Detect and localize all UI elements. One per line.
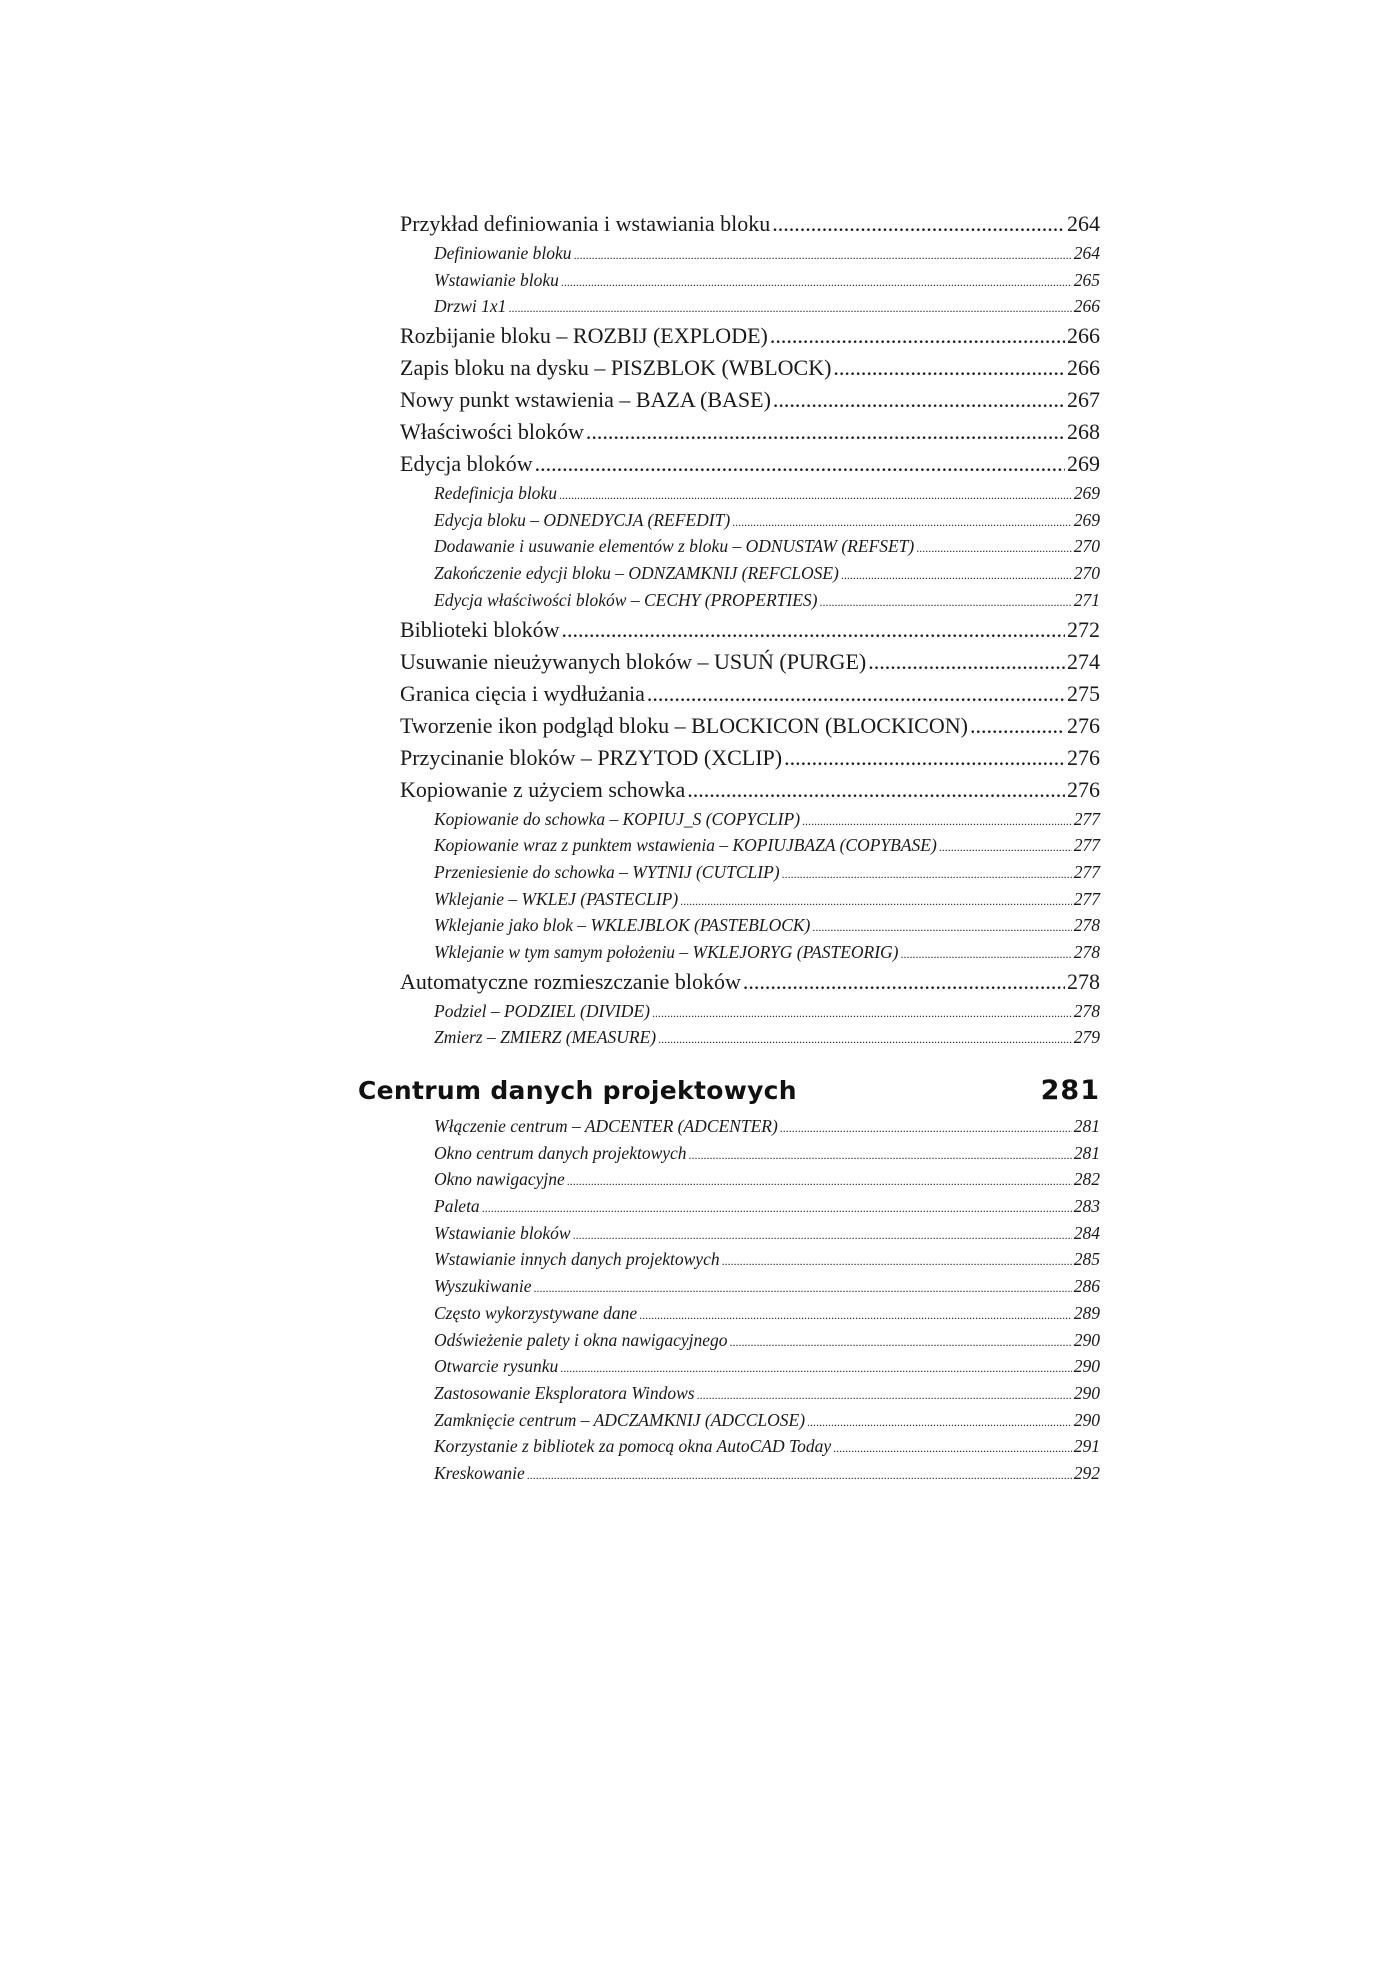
toc-entry-title: Wyszukiwanie (434, 1276, 532, 1297)
toc-entry-page-number: 269 (1073, 509, 1100, 530)
toc-entry-page-number: 269 (1067, 451, 1100, 477)
dot-leader (482, 1195, 1072, 1222)
toc-entry-title: Definiowanie bloku (434, 243, 572, 263)
toc-subentry (400, 1300, 1100, 1327)
toc-entry-title: Podziel – PODZIEL (DIVIDE) (434, 1000, 650, 1021)
dot-leader (743, 966, 1065, 998)
toc-subentry (400, 806, 1100, 833)
toc-entry-title: Redefinicja bloku (434, 483, 557, 504)
dot-leader (833, 1435, 1072, 1462)
dot-leader (527, 1462, 1072, 1489)
dot-leader (561, 269, 1072, 296)
toc-entry-page-number: 270 (1073, 536, 1100, 557)
toc-subentry (400, 533, 1100, 560)
toc-entry (400, 614, 1100, 646)
toc-subentry (400, 912, 1100, 939)
toc-section (400, 1113, 1100, 1487)
toc-entry-title: Usuwanie nieużywanych bloków – USUŃ (PURGE) (400, 648, 867, 674)
toc-entry-title: Wklejanie jako blok – WKLEJBLOK (PASTEBLOCK) (434, 915, 811, 936)
toc-entry-title: Przycinanie bloków – PRZYTOD (XCLIP) (400, 744, 783, 770)
toc-entry-title: Drzwi 1x1 (434, 296, 507, 317)
dot-leader (730, 1329, 1072, 1356)
toc-entry-title: Rozbijanie bloku – ROZBIJ (EXPLODE) (400, 323, 768, 349)
toc-subentry (400, 1193, 1100, 1220)
toc-entry-page-number: 286 (1073, 1276, 1100, 1297)
dot-leader (970, 710, 1065, 742)
toc-entry-title: Kopiowanie wraz z punktem wstawienia – KOPIUJBAZA (COPYBASE) (434, 835, 937, 856)
dot-leader (782, 861, 1072, 888)
toc-subentry (400, 1140, 1100, 1167)
dot-leader (562, 614, 1066, 646)
dot-leader (573, 1222, 1072, 1249)
toc-entry-page-number: 292 (1073, 1462, 1100, 1483)
toc-entry-page-number: 281 (1073, 1142, 1100, 1163)
toc-entry-title: Edycja bloków (400, 451, 533, 477)
toc-entry (400, 208, 1100, 240)
toc-entry-page-number: 279 (1073, 1027, 1100, 1048)
toc-subentry (400, 1460, 1100, 1487)
dot-leader (508, 295, 1071, 322)
toc-entry-title: Okno centrum danych projektowych (434, 1142, 687, 1163)
dot-leader (687, 774, 1065, 806)
toc-subentry (400, 859, 1100, 886)
dot-leader (916, 535, 1072, 562)
toc-subentry (400, 939, 1100, 966)
toc-entry-title: Biblioteki bloków (400, 616, 560, 642)
toc-entry (400, 742, 1100, 774)
dot-leader (574, 242, 1072, 269)
toc-entry-title: Edycja bloku – ODNEDYCJA (REFEDIT) (434, 509, 731, 530)
toc-entry-title: Wstawianie innych danych projektowych (434, 1249, 720, 1270)
toc-entry-title: Kreskowanie (434, 1462, 525, 1483)
dot-leader (770, 320, 1065, 352)
dot-leader (639, 1302, 1072, 1329)
toc-subentry (400, 1166, 1100, 1193)
toc-entry-page-number: 265 (1073, 269, 1100, 290)
dot-leader (586, 416, 1065, 448)
toc-entry-title: Przykład definiowania i wstawiania bloku (400, 211, 771, 236)
dot-leader (567, 1168, 1072, 1195)
toc-subentry (400, 1327, 1100, 1354)
toc-subentry (400, 507, 1100, 534)
toc-entry-page-number: 278 (1073, 1000, 1100, 1021)
toc-subentry (400, 1024, 1100, 1051)
toc-entry-title: Wklejanie – WKLEJ (PASTECLIP) (434, 888, 679, 909)
toc-entry-page-number: 267 (1067, 387, 1100, 413)
toc-entry-page-number: 268 (1067, 419, 1100, 445)
toc-entry (400, 646, 1100, 678)
dot-leader (780, 1115, 1072, 1142)
toc-subentry (400, 1433, 1100, 1460)
toc-entry-page-number: 285 (1073, 1249, 1100, 1270)
toc-entry-page-number: 269 (1073, 483, 1100, 504)
toc-entry-title: Włączenie centrum – ADCENTER (ADCENTER) (434, 1116, 778, 1136)
toc-entry-page-number: 266 (1067, 355, 1100, 381)
toc-entry-page-number: 274 (1067, 648, 1100, 674)
chapter-page-number: 281 (1040, 1075, 1100, 1106)
dot-leader (658, 1026, 1072, 1053)
toc-entry-page-number: 276 (1067, 712, 1100, 738)
toc-entry-title: Wstawianie bloków (434, 1222, 571, 1243)
dot-leader (807, 1409, 1072, 1436)
dot-leader (559, 482, 1072, 509)
dot-leader (722, 1248, 1072, 1275)
toc-subentry (400, 998, 1100, 1025)
toc-entry-title: Zapis bloku na dysku – PISZBLOK (WBLOCK) (400, 355, 832, 381)
toc-entry-title: Tworzenie ikon podgląd bloku – BLOCKICON (BLOCKICON) (400, 712, 968, 738)
toc-entry-page-number: 290 (1073, 1329, 1100, 1350)
dot-leader (534, 1275, 1072, 1302)
toc-subentry (400, 1407, 1100, 1434)
toc-entry (400, 384, 1100, 416)
dot-leader (772, 208, 1065, 240)
dot-leader (560, 1355, 1071, 1382)
toc-entry-page-number: 290 (1073, 1409, 1100, 1430)
dot-leader (939, 834, 1072, 861)
dot-leader (680, 888, 1072, 915)
toc-entry-title: Granica cięcia i wydłużania (400, 680, 645, 706)
toc-entry (400, 966, 1100, 998)
dot-leader (697, 1382, 1072, 1409)
dot-leader (802, 808, 1072, 835)
toc-entry-page-number: 290 (1073, 1382, 1100, 1403)
toc-entry-page-number: 275 (1067, 680, 1100, 706)
toc-subentry (400, 267, 1100, 294)
dot-leader (732, 509, 1072, 536)
toc-entry-title: Odświeżenie palety i okna nawigacyjnego (434, 1329, 728, 1350)
toc-entry-page-number: 277 (1073, 808, 1100, 829)
dot-leader (647, 678, 1065, 710)
toc-entry-title: Zakończenie edycji bloku – ODNZAMKNIJ (REFCLOSE) (434, 563, 839, 584)
toc-entry-title: Otwarcie rysunku (434, 1356, 559, 1377)
toc-entry-title: Zastosowanie Eksploratora Windows (434, 1382, 695, 1403)
toc-entry-title: Zmierz – ZMIERZ (MEASURE) (434, 1027, 657, 1048)
toc-entry-page-number: 281 (1073, 1116, 1100, 1136)
dot-leader (833, 352, 1065, 384)
toc-entry-title: Wstawianie bloku (434, 269, 559, 290)
toc-entry-page-number: 264 (1073, 243, 1100, 263)
toc-entry-page-number: 277 (1073, 888, 1100, 909)
toc-entry-page-number: 284 (1073, 1222, 1100, 1243)
toc-subentry (400, 1353, 1100, 1380)
toc-subentry (400, 1380, 1100, 1407)
toc-entry-page-number: 264 (1067, 211, 1100, 236)
toc-entry (400, 416, 1100, 448)
toc-entry (400, 710, 1100, 742)
toc-entry-title: Paleta (434, 1196, 480, 1217)
toc-entry-page-number: 278 (1073, 915, 1100, 936)
toc-entry-page-number: 266 (1073, 296, 1100, 317)
toc-entry-title: Właściwości bloków (400, 419, 584, 445)
toc-subentry (400, 1220, 1100, 1247)
toc-entry (400, 774, 1100, 806)
chapter-title: Centrum danych projektowych (358, 1076, 797, 1105)
toc-subentry (400, 1246, 1100, 1273)
toc-entry-title: Dodawanie i usuwanie elementów z bloku – ODNUSTAW (REFSET) (434, 536, 915, 557)
dot-leader (652, 1000, 1072, 1027)
toc-entry-page-number: 276 (1067, 776, 1100, 802)
toc-entry-page-number: 266 (1067, 323, 1100, 349)
dot-leader (820, 589, 1072, 616)
toc-subentry (400, 587, 1100, 614)
toc-entry-page-number: 282 (1073, 1169, 1100, 1190)
toc-entry-page-number: 291 (1073, 1436, 1100, 1457)
toc-entry-page-number: 290 (1073, 1356, 1100, 1377)
toc-entry-title: Nowy punkt wstawienia – BAZA (BASE) (400, 387, 771, 413)
toc-subentry (400, 832, 1100, 859)
dot-leader (773, 384, 1065, 416)
toc-entry-page-number: 271 (1073, 589, 1100, 610)
toc-subentry (400, 1273, 1100, 1300)
toc-entry (400, 448, 1100, 480)
toc-subentry (400, 480, 1100, 507)
toc-subentry (400, 240, 1100, 267)
toc-entry-page-number: 277 (1073, 861, 1100, 882)
toc-subentry (400, 886, 1100, 913)
toc-entry-title: Zamknięcie centrum – ADCZAMKNIJ (ADCCLOSE) (434, 1409, 806, 1430)
chapter-heading (358, 1075, 1100, 1115)
toc-entry-page-number: 278 (1067, 968, 1100, 994)
dot-leader (901, 941, 1072, 968)
dot-leader (689, 1142, 1072, 1169)
toc-entry-page-number: 289 (1073, 1302, 1100, 1323)
toc-entry (400, 678, 1100, 710)
toc-entry-page-number: 272 (1067, 616, 1100, 642)
toc-entry-page-number: 276 (1067, 744, 1100, 770)
toc-entry-title: Przeniesienie do schowka – WYTNIJ (CUTCLIP) (434, 861, 780, 882)
toc-entry-title: Edycja właściwości bloków – CECHY (PROPERTIES) (434, 589, 818, 610)
toc-entry-title: Automatyczne rozmieszczanie bloków (400, 968, 741, 994)
toc-entry-page-number: 278 (1073, 941, 1100, 962)
toc-entry-title: Wklejanie w tym samym położeniu – WKLEJORYG (PASTEORIG) (434, 941, 899, 962)
dot-leader (535, 448, 1065, 480)
dot-leader (841, 562, 1072, 589)
dot-leader (812, 914, 1071, 941)
toc-entry-title: Okno nawigacyjne (434, 1169, 565, 1190)
toc-entry-page-number: 277 (1073, 835, 1100, 856)
toc-section (400, 208, 1100, 1051)
toc-entry-title: Kopiowanie do schowka – KOPIUJ_S (COPYCLIP) (434, 808, 801, 829)
toc-entry (400, 320, 1100, 352)
toc-subentry (400, 293, 1100, 320)
dot-leader (868, 646, 1065, 678)
dot-leader (784, 742, 1065, 774)
toc-subentry (400, 1113, 1100, 1140)
toc-entry-title: Kopiowanie z użyciem schowka (400, 776, 686, 802)
toc-entry-page-number: 270 (1073, 563, 1100, 584)
toc-entry-title: Często wykorzystywane dane (434, 1302, 638, 1323)
toc-entry (400, 352, 1100, 384)
toc-entry-title: Korzystanie z bibliotek za pomocą okna AutoCAD Today (434, 1436, 832, 1457)
toc-subentry (400, 560, 1100, 587)
toc-entry-page-number: 283 (1073, 1196, 1100, 1217)
